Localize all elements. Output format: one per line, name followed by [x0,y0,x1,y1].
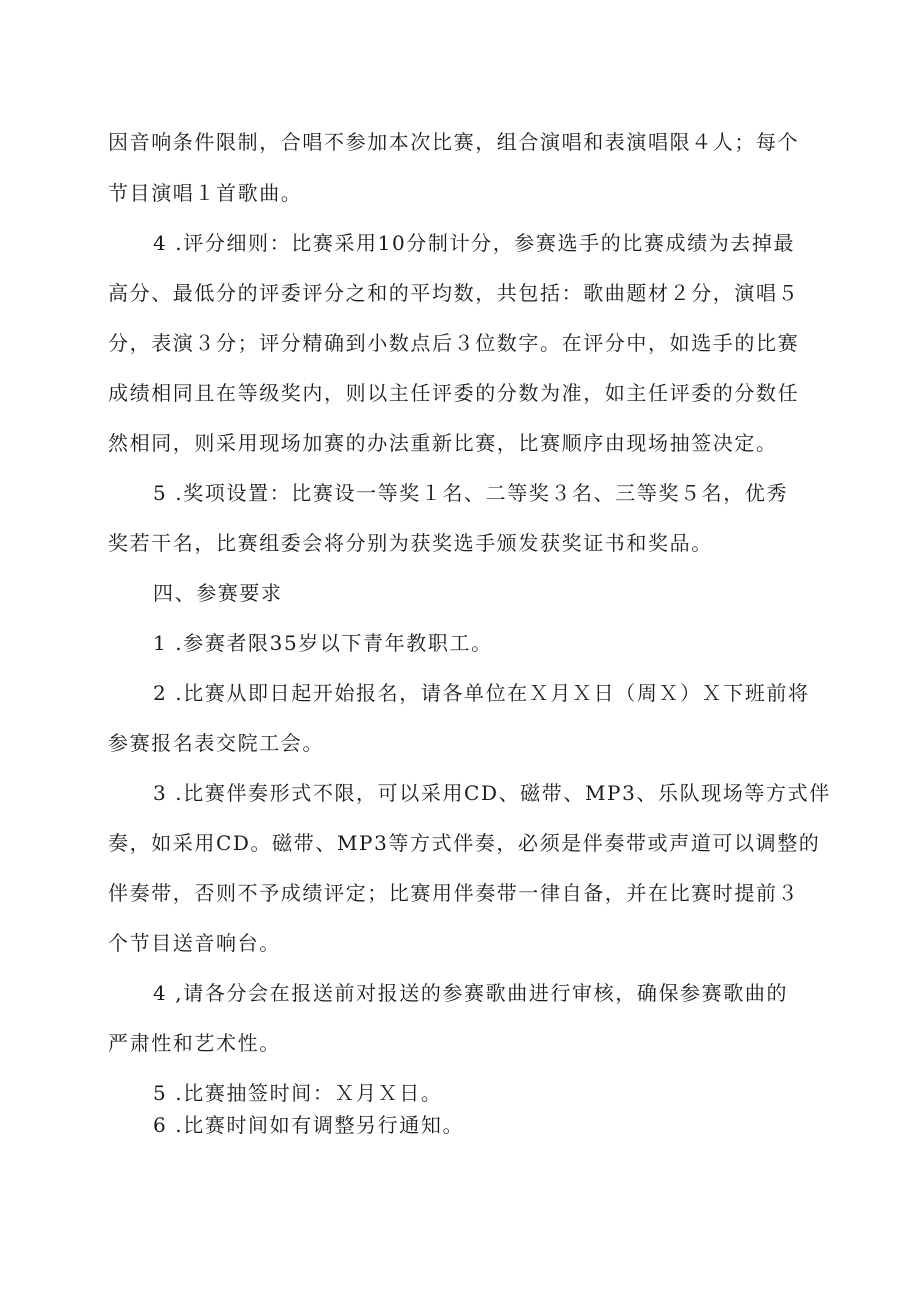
requirement-item-2: 2 .比赛从即日起开始报名，请各单位在Ｘ月Ｘ日（周Ｘ）Ｘ下班前将 [153,681,810,705]
requirement-item-4: 4 ,请各分会在报送前对报送的参赛歌曲进行审核，确保参赛歌曲的 [153,981,789,1005]
section-item-5: 5 .奖项设置：比赛设一等奖１名、二等奖３名、三等奖５名，优秀 [153,481,789,505]
text-line: 分，表演３分；评分精确到小数点后３位数字。在评分中，如选手的比赛 [108,331,800,355]
text-line: 奏，如采用CD。磁带、MP3等方式伴奏，必须是伴奏带或声道可以调整的 [108,831,821,855]
requirement-item-1: 1 .参赛者限35岁以下青年教职工。 [153,631,493,655]
text-line: 严肃性和艺术性。 [108,1031,281,1055]
requirement-item-5: 5 .比赛抽签时间：Ｘ月Ｘ日。 [153,1081,443,1105]
text-line: 伴奏带，否则不予成绩评定；比赛用伴奏带一律自备，并在比赛时提前３ [108,881,800,905]
text-line: 成绩相同且在等级奖内，则以主任评委的分数为准，如主任评委的分数任 [108,381,800,405]
requirement-item-6: 6 .比赛时间如有调整另行通知。 [153,1113,465,1137]
text-line: 参赛报名表交院工会。 [108,731,324,755]
section-heading: 四、参赛要求 [153,581,283,605]
text-line: 节目演唱１首歌曲。 [108,181,303,205]
section-item-4: 4 .评分细则：比赛采用10分制计分，参赛选手的比赛成绩为去掉最 [153,231,796,255]
text-line: 奖若干名，比赛组委会将分别为获奖选手颁发获奖证书和奖品。 [108,531,713,555]
requirement-item-3: 3 .比赛伴奏形式不限，可以采用CD、磁带、MP3、乐队现场等方式伴 [153,781,831,805]
text-line: 个节目送音响台。 [108,931,281,955]
text-line: 高分、最低分的评委评分之和的平均数，共包括：歌曲题材２分，演唱５ [108,281,800,305]
text-line: 然相同，则采用现场加赛的办法重新比赛，比赛顺序由现场抽签决定。 [108,431,778,455]
text-line: 因音响条件限制，合唱不参加本次比赛，组合演唱和表演唱限４人；每个 [108,130,800,154]
